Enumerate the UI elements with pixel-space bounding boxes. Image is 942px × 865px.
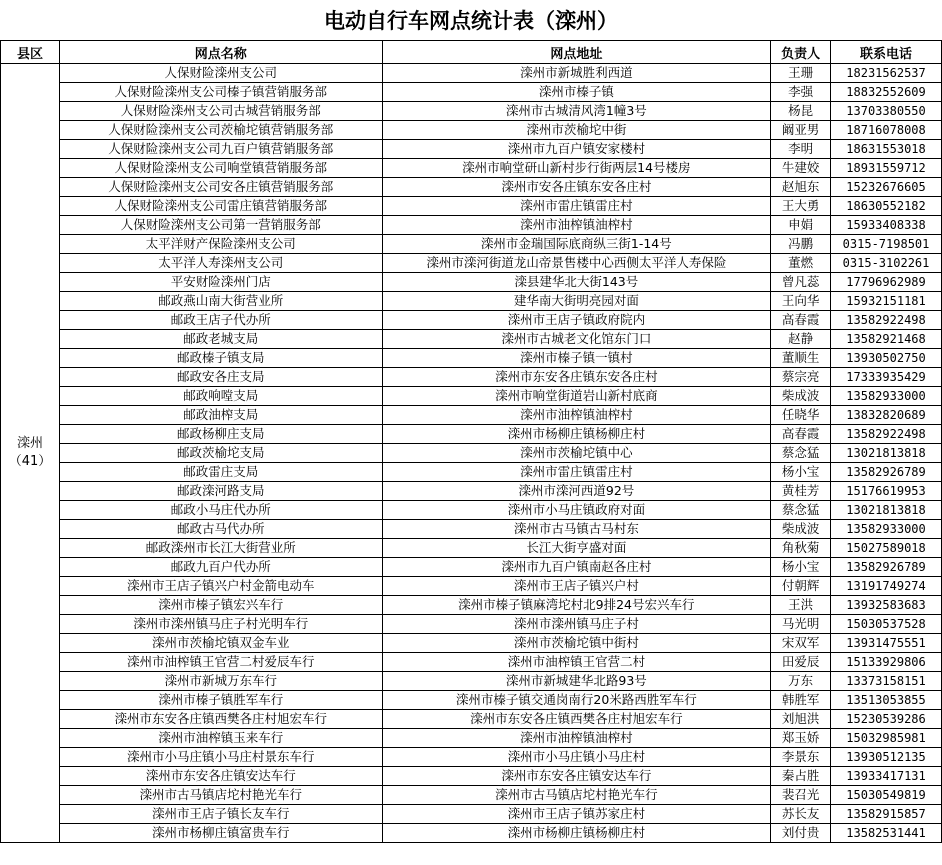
cell-person-in-charge[interactable]: 王珊	[771, 64, 831, 83]
cell-outlet-name[interactable]: 邮政油榨支局	[59, 406, 382, 425]
cell-phone[interactable]: 13191749274	[831, 577, 942, 596]
cell-outlet-address[interactable]: 滦州市金瑞国际底商纵三街1-14号	[382, 235, 771, 254]
cell-outlet-address[interactable]: 滦州市小马庄镇政府对面	[382, 501, 771, 520]
cell-outlet-address[interactable]: 滦县建华北大街143号	[382, 273, 771, 292]
cell-person-in-charge[interactable]: 任晓华	[771, 406, 831, 425]
cell-person-in-charge[interactable]: 王向华	[771, 292, 831, 311]
table-row	[1, 235, 942, 254]
cell-outlet-address[interactable]: 长江大街亨盛对面	[382, 539, 771, 558]
table-row	[1, 463, 942, 482]
cell-phone[interactable]: 13930502750	[831, 349, 942, 368]
table-row	[1, 634, 942, 653]
table-row	[1, 577, 942, 596]
cell-person-in-charge[interactable]: 刘旭洪	[771, 710, 831, 729]
cell-person-in-charge[interactable]: 宋双军	[771, 634, 831, 653]
cell-outlet-address[interactable]: 滦州市榛子镇	[382, 83, 771, 102]
cell-phone[interactable]: 13582933000	[831, 387, 942, 406]
table-row	[1, 691, 942, 710]
cell-outlet-address[interactable]: 滦州市古马镇店坨村艳光车行	[382, 786, 771, 805]
cell-phone[interactable]: 18931559712	[831, 159, 942, 178]
cell-phone[interactable]: 13021813818	[831, 501, 942, 520]
cell-county[interactable]	[1, 64, 60, 843]
cell-phone[interactable]: 13582915857	[831, 805, 942, 824]
cell-phone[interactable]: 17796962989	[831, 273, 942, 292]
table-row	[1, 729, 942, 748]
cell-outlet-address[interactable]: 滦州市王店子镇苏家庄村	[382, 805, 771, 824]
cell-person-in-charge[interactable]: 秦占胜	[771, 767, 831, 786]
cell-outlet-name[interactable]: 滦州市油榨镇玉来车行	[59, 729, 382, 748]
cell-outlet-address[interactable]: 滦州市古马镇古马村东	[382, 520, 771, 539]
table-row	[1, 159, 942, 178]
table-row	[1, 653, 942, 672]
county-name: 滦州	[16, 436, 43, 451]
cell-person-in-charge[interactable]: 曾凡蕊	[771, 273, 831, 292]
cell-phone[interactable]: 15933408338	[831, 216, 942, 235]
cell-person-in-charge[interactable]: 董燃	[771, 254, 831, 273]
cell-outlet-name[interactable]: 滦州市榛子镇宏兴车行	[59, 596, 382, 615]
table-row	[1, 311, 942, 330]
header-outlet-name[interactable]: 网点名称	[59, 41, 382, 64]
cell-phone[interactable]: 13582922498	[831, 425, 942, 444]
cell-outlet-name[interactable]: 滦州市滦州镇马庄子村光明车行	[59, 615, 382, 634]
cell-outlet-address[interactable]: 滦州市榛子镇麻湾坨村北9排24号宏兴车行	[382, 596, 771, 615]
cell-outlet-address[interactable]: 滦州市雷庄镇雷庄村	[382, 463, 771, 482]
cell-outlet-name[interactable]: 滦州市东安各庄镇安达车行	[59, 767, 382, 786]
cell-outlet-name[interactable]: 人保财险滦州支公司茨榆坨镇营销服务部	[59, 121, 382, 140]
cell-outlet-name[interactable]: 人保财险滦州支公司九百户镇营销服务部	[59, 140, 382, 159]
table-row	[1, 444, 942, 463]
cell-outlet-address[interactable]: 滦州市杨柳庄镇杨柳庄村	[382, 425, 771, 444]
header-county[interactable]: 县区	[1, 41, 60, 64]
cell-person-in-charge[interactable]: 李强	[771, 83, 831, 102]
cell-outlet-name[interactable]: 邮政九百户代办所	[59, 558, 382, 577]
cell-outlet-name[interactable]: 人保财险滦州支公司响堂镇营销服务部	[59, 159, 382, 178]
table-row	[1, 292, 942, 311]
cell-outlet-address[interactable]: 滦州市茨榆坨中街	[382, 121, 771, 140]
cell-outlet-address[interactable]: 滦州市新城胜利西道	[382, 64, 771, 83]
cell-outlet-name[interactable]: 邮政小马庄代办所	[59, 501, 382, 520]
cell-person-in-charge[interactable]: 蔡念猛	[771, 501, 831, 520]
cell-outlet-address[interactable]: 滦州市九百户镇南赵各庄村	[382, 558, 771, 577]
cell-outlet-name[interactable]: 平安财险滦州门店	[59, 273, 382, 292]
header-outlet-address[interactable]: 网点地址	[382, 41, 771, 64]
cell-outlet-address[interactable]: 滦州市油榨镇油榨村	[382, 406, 771, 425]
table-row	[1, 805, 942, 824]
cell-outlet-name[interactable]: 人保财险滦州支公司榛子镇营销服务部	[59, 83, 382, 102]
cell-person-in-charge[interactable]: 杨小宝	[771, 558, 831, 577]
table-row	[1, 121, 942, 140]
cell-phone[interactable]: 13582922498	[831, 311, 942, 330]
table-row	[1, 83, 942, 102]
header-person-in-charge[interactable]: 负责人	[771, 41, 831, 64]
cell-outlet-name[interactable]: 邮政茨榆坨支局	[59, 444, 382, 463]
cell-outlet-address[interactable]: 滦州市榛子镇一镇村	[382, 349, 771, 368]
cell-outlet-address[interactable]: 滦州市油榨镇油榨村	[382, 216, 771, 235]
table-row	[1, 710, 942, 729]
cell-outlet-address[interactable]: 滦州市滦河街道龙山帝景售楼中心西侧太平洋人寿保险	[382, 254, 771, 273]
cell-phone[interactable]: 15133929806	[831, 653, 942, 672]
cell-outlet-name[interactable]: 人保财险滦州支公司第一营销服务部	[59, 216, 382, 235]
cell-outlet-name[interactable]: 滦州市茨榆坨镇双金车业	[59, 634, 382, 653]
table-row	[1, 368, 942, 387]
table-row	[1, 596, 942, 615]
cell-person-in-charge[interactable]: 赵静	[771, 330, 831, 349]
cell-person-in-charge[interactable]: 高春霞	[771, 425, 831, 444]
cell-outlet-name[interactable]: 邮政古马代办所	[59, 520, 382, 539]
table-row	[1, 102, 942, 121]
table-row	[1, 387, 942, 406]
cell-phone[interactable]: 13582531441	[831, 824, 942, 843]
cell-phone[interactable]: 15176619953	[831, 482, 942, 501]
cell-outlet-address[interactable]: 滦州市王店子镇兴户村	[382, 577, 771, 596]
cell-phone[interactable]: 0315-3102261	[831, 254, 942, 273]
cell-person-in-charge[interactable]: 角秋菊	[771, 539, 831, 558]
cell-phone[interactable]: 13832820689	[831, 406, 942, 425]
cell-phone[interactable]: 18832552609	[831, 83, 942, 102]
cell-outlet-address[interactable]: 滦州市响堂研山新村步行街两层14号楼房	[382, 159, 771, 178]
table-row	[1, 520, 942, 539]
table-row	[1, 786, 942, 805]
cell-phone[interactable]: 13703380550	[831, 102, 942, 121]
cell-person-in-charge[interactable]: 阚亚男	[771, 121, 831, 140]
cell-phone[interactable]: 13930512135	[831, 748, 942, 767]
cell-outlet-address[interactable]: 滦州市雷庄镇雷庄村	[382, 197, 771, 216]
cell-outlet-address[interactable]: 滦州市茨榆坨镇中街村	[382, 634, 771, 653]
cell-outlet-address[interactable]: 滦州市油榨镇油榨村	[382, 729, 771, 748]
cell-person-in-charge[interactable]: 牛建姣	[771, 159, 831, 178]
cell-phone[interactable]: 13373158151	[831, 672, 942, 691]
cell-outlet-address[interactable]: 滦州市茨榆坨镇中心	[382, 444, 771, 463]
cell-outlet-name[interactable]: 邮政响嘡支局	[59, 387, 382, 406]
cell-phone[interactable]: 13932583683	[831, 596, 942, 615]
cell-person-in-charge[interactable]: 王洪	[771, 596, 831, 615]
cell-outlet-address[interactable]: 滦州市安各庄镇东安各庄村	[382, 178, 771, 197]
cell-outlet-address[interactable]: 滦州市东安各庄镇西樊各庄村旭宏车行	[382, 710, 771, 729]
table-row	[1, 748, 942, 767]
cell-outlet-name[interactable]: 滦州市古马镇店坨村艳光车行	[59, 786, 382, 805]
cell-outlet-address[interactable]: 滦州市王店子镇政府院内	[382, 311, 771, 330]
cell-person-in-charge[interactable]: 韩胜军	[771, 691, 831, 710]
cell-outlet-name[interactable]: 人保财险滦州支公司安各庄镇营销服务部	[59, 178, 382, 197]
sheet-title: 电动自行车网点统计表（滦州）	[324, 9, 618, 33]
cell-phone[interactable]: 15030549819	[831, 786, 942, 805]
cell-outlet-name[interactable]: 邮政雷庄支局	[59, 463, 382, 482]
cell-outlet-name[interactable]: 太平洋财产保险滦州支公司	[59, 235, 382, 254]
table-row	[1, 254, 942, 273]
cell-phone[interactable]: 18631553018	[831, 140, 942, 159]
table-body	[1, 64, 942, 843]
cell-phone[interactable]: 15230539286	[831, 710, 942, 729]
cell-outlet-name[interactable]: 滦州市东安各庄镇西樊各庄村旭宏车行	[59, 710, 382, 729]
cell-outlet-name[interactable]: 滦州市油榨镇王官营二村爱辰车行	[59, 653, 382, 672]
cell-phone[interactable]: 15932151181	[831, 292, 942, 311]
cell-phone[interactable]: 18630552182	[831, 197, 942, 216]
cell-outlet-address[interactable]: 滦州市响堂街道岩山新村底商	[382, 387, 771, 406]
table-row	[1, 501, 942, 520]
cell-outlet-name[interactable]: 滦州市杨柳庄镇富贵车行	[59, 824, 382, 843]
cell-person-in-charge[interactable]: 董顺生	[771, 349, 831, 368]
table-row	[1, 539, 942, 558]
cell-outlet-address[interactable]: 滦州市油榨镇王官营二村	[382, 653, 771, 672]
cell-phone[interactable]: 13582926789	[831, 463, 942, 482]
cell-outlet-name[interactable]: 邮政榛子镇支局	[59, 349, 382, 368]
outlet-table	[0, 40, 942, 843]
cell-outlet-address[interactable]: 滦州市东安各庄镇安达车行	[382, 767, 771, 786]
cell-outlet-name[interactable]: 滦州市王店子镇兴户村金箭电动车	[59, 577, 382, 596]
cell-person-in-charge[interactable]: 马光明	[771, 615, 831, 634]
cell-outlet-name[interactable]: 邮政燕山南大街营业所	[59, 292, 382, 311]
cell-phone[interactable]: 13582921468	[831, 330, 942, 349]
table-row	[1, 349, 942, 368]
cell-phone[interactable]: 15032985981	[831, 729, 942, 748]
table-row	[1, 824, 942, 843]
cell-person-in-charge[interactable]: 柴成波	[771, 520, 831, 539]
cell-phone[interactable]: 18231562537	[831, 64, 942, 83]
cell-outlet-name[interactable]: 太平洋人寿滦州支公司	[59, 254, 382, 273]
cell-outlet-name[interactable]: 滦州市新城万东车行	[59, 672, 382, 691]
cell-person-in-charge[interactable]: 李明	[771, 140, 831, 159]
cell-person-in-charge[interactable]: 付朝辉	[771, 577, 831, 596]
cell-outlet-address[interactable]: 滦州市东安各庄镇东安各庄村	[382, 368, 771, 387]
cell-outlet-address[interactable]: 滦州市杨柳庄镇杨柳庄村	[382, 824, 771, 843]
cell-outlet-address[interactable]: 滦州市榛子镇交通岗南行20米路西胜军车行	[382, 691, 771, 710]
cell-person-in-charge[interactable]: 刘付贵	[771, 824, 831, 843]
cell-outlet-name[interactable]: 人保财险滦州支公司	[59, 64, 382, 83]
cell-outlet-address[interactable]: 滦州市滦州镇马庄子村	[382, 615, 771, 634]
cell-outlet-address[interactable]: 建华南大街明亮园对面	[382, 292, 771, 311]
cell-person-in-charge[interactable]: 王大勇	[771, 197, 831, 216]
cell-outlet-address[interactable]: 滦州市九百户镇安家楼村	[382, 140, 771, 159]
cell-outlet-name[interactable]: 人保财险滦州支公司雷庄镇营销服务部	[59, 197, 382, 216]
cell-phone[interactable]: 17333935429	[831, 368, 942, 387]
cell-phone[interactable]: 15232676605	[831, 178, 942, 197]
table-row	[1, 197, 942, 216]
table-row	[1, 558, 942, 577]
cell-outlet-name[interactable]: 滦州市王店子镇长友车行	[59, 805, 382, 824]
cell-outlet-name[interactable]: 邮政老城支局	[59, 330, 382, 349]
cell-outlet-address[interactable]: 滦州市古城清风湾1幢3号	[382, 102, 771, 121]
header-phone[interactable]: 联系电话	[831, 41, 942, 64]
cell-outlet-name[interactable]: 邮政滦河路支局	[59, 482, 382, 501]
table-row	[1, 216, 942, 235]
cell-outlet-name[interactable]: 邮政安各庄支局	[59, 368, 382, 387]
table-row	[1, 425, 942, 444]
cell-phone[interactable]: 13931475551	[831, 634, 942, 653]
cell-outlet-name[interactable]: 滦州市小马庄镇小马庄村景东车行	[59, 748, 382, 767]
cell-outlet-address[interactable]: 滦州市新城建华北路93号	[382, 672, 771, 691]
cell-person-in-charge[interactable]: 申娟	[771, 216, 831, 235]
table-row	[1, 615, 942, 634]
cell-person-in-charge[interactable]: 田爱辰	[771, 653, 831, 672]
cell-person-in-charge[interactable]: 赵旭东	[771, 178, 831, 197]
cell-phone[interactable]: 13513053855	[831, 691, 942, 710]
cell-phone[interactable]: 13933417131	[831, 767, 942, 786]
county-count: （41）	[8, 454, 52, 469]
table-row	[1, 64, 942, 83]
cell-phone[interactable]: 18716078008	[831, 121, 942, 140]
cell-phone[interactable]: 0315-7198501	[831, 235, 942, 254]
header-row	[1, 41, 942, 64]
cell-person-in-charge[interactable]: 郑玉娇	[771, 729, 831, 748]
cell-person-in-charge[interactable]: 蔡宗亮	[771, 368, 831, 387]
table-row	[1, 330, 942, 349]
table-row	[1, 767, 942, 786]
cell-outlet-name[interactable]: 邮政王店子代办所	[59, 311, 382, 330]
cell-phone[interactable]: 13021813818	[831, 444, 942, 463]
cell-person-in-charge[interactable]: 杨昆	[771, 102, 831, 121]
cell-outlet-name[interactable]: 邮政滦州市长江大街营业所	[59, 539, 382, 558]
cell-person-in-charge[interactable]: 苏长友	[771, 805, 831, 824]
cell-outlet-address[interactable]: 滦州市小马庄镇小马庄村	[382, 748, 771, 767]
cell-phone[interactable]: 15030537528	[831, 615, 942, 634]
cell-outlet-name[interactable]: 人保财险滦州支公司古城营销服务部	[59, 102, 382, 121]
cell-person-in-charge[interactable]: 黄桂芳	[771, 482, 831, 501]
cell-outlet-address[interactable]: 滦州市滦河西道92号	[382, 482, 771, 501]
cell-outlet-name[interactable]: 滦州市榛子镇胜军车行	[59, 691, 382, 710]
cell-outlet-name[interactable]: 邮政杨柳庄支局	[59, 425, 382, 444]
cell-person-in-charge[interactable]: 杨小宝	[771, 463, 831, 482]
cell-outlet-address[interactable]: 滦州市古城老文化馆东门口	[382, 330, 771, 349]
cell-person-in-charge[interactable]: 柴成波	[771, 387, 831, 406]
cell-person-in-charge[interactable]: 蔡念猛	[771, 444, 831, 463]
cell-person-in-charge[interactable]: 冯鹏	[771, 235, 831, 254]
cell-phone[interactable]: 13582926789	[831, 558, 942, 577]
table-row	[1, 482, 942, 501]
table-row	[1, 406, 942, 425]
table-row	[1, 672, 942, 691]
cell-phone[interactable]: 15027589018	[831, 539, 942, 558]
table-row	[1, 178, 942, 197]
cell-person-in-charge[interactable]: 李景东	[771, 748, 831, 767]
table-row	[1, 140, 942, 159]
cell-phone[interactable]: 13582933000	[831, 520, 942, 539]
cell-person-in-charge[interactable]: 万东	[771, 672, 831, 691]
cell-person-in-charge[interactable]: 裴召光	[771, 786, 831, 805]
table-row	[1, 273, 942, 292]
cell-person-in-charge[interactable]: 高春霞	[771, 311, 831, 330]
